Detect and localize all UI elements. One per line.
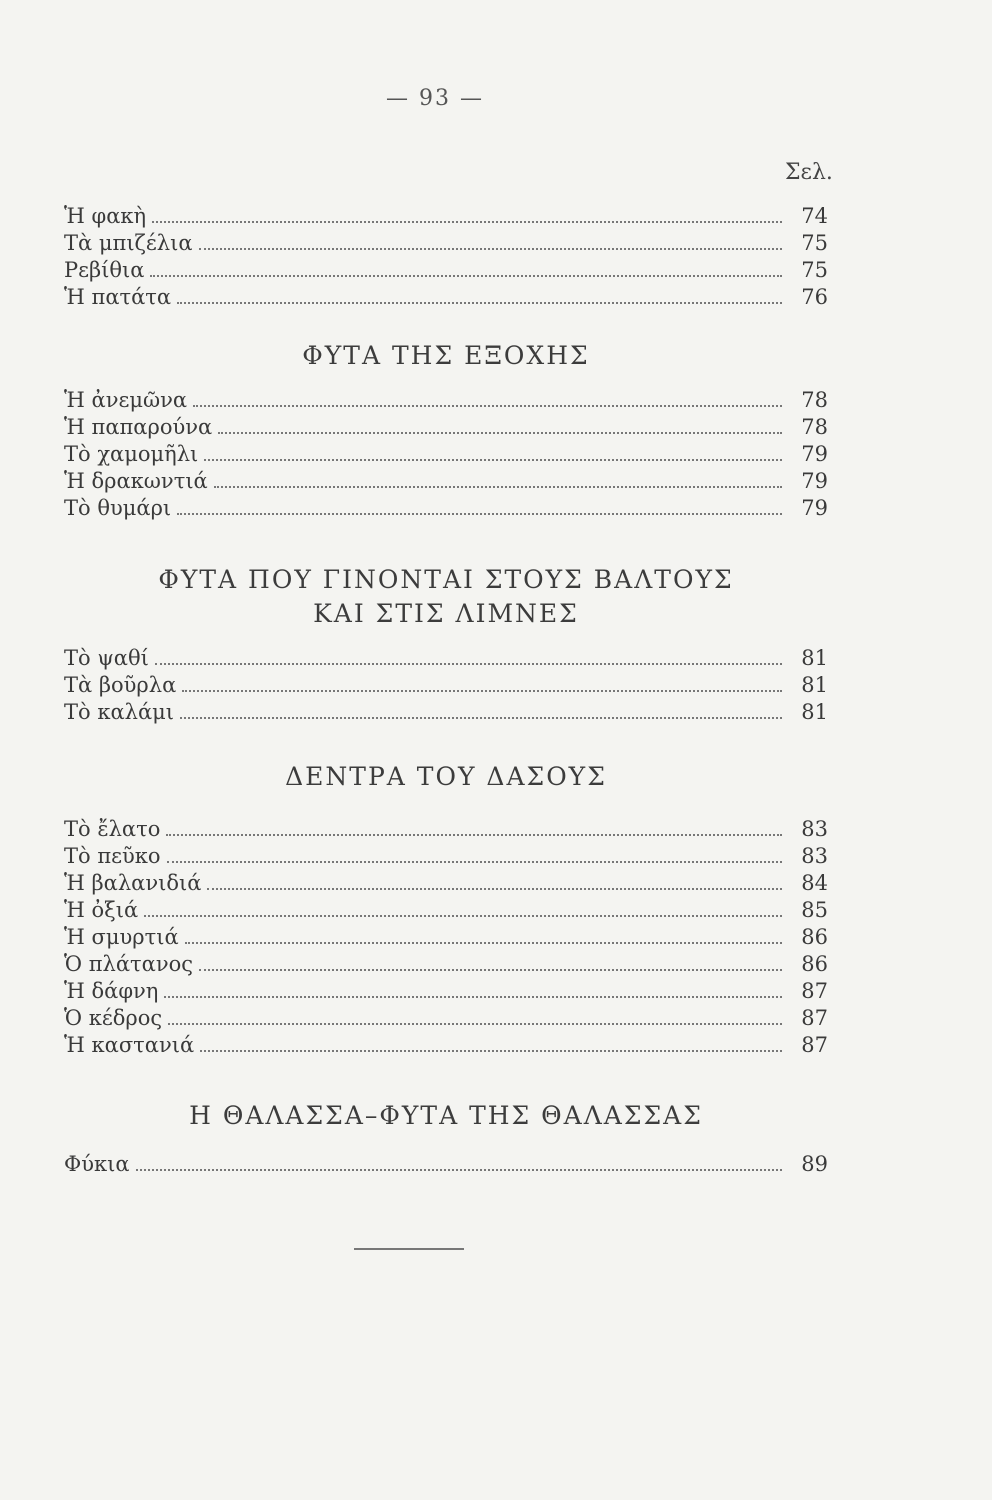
entry-title: Ρεβίθια xyxy=(64,258,145,282)
entry-page: 83 xyxy=(801,817,828,841)
entry-title: Τὸ ἔλατο xyxy=(64,817,161,841)
entry-page: 87 xyxy=(801,1033,828,1057)
toc-entry xyxy=(64,387,828,414)
entry-title: Ἡ παπαρούνα xyxy=(64,415,213,439)
section-heading: ΦΥΤΑ ΠΟΥ ΓΙΝΟΝΤΑΙ ΣΤΟΥΣ ΒΑΛΤΟΥΣ xyxy=(158,565,734,594)
entry-page: 83 xyxy=(801,844,828,868)
entry-page: 74 xyxy=(801,204,828,228)
entry-page: 79 xyxy=(801,442,828,466)
section-heading: ΦΥΤΑ ΤΗΣ ΕΞΟΧΗΣ xyxy=(302,341,590,370)
toc-entry xyxy=(64,468,828,495)
entry-title: Ἡ καστανιά xyxy=(64,1033,195,1057)
dot-leader xyxy=(193,405,782,407)
entry-page: 75 xyxy=(801,258,828,282)
dot-leader xyxy=(218,432,782,434)
entry-page: 81 xyxy=(801,700,828,724)
toc-entry xyxy=(64,1005,828,1032)
dot-leader xyxy=(214,486,782,488)
entry-title: Ἡ δάφνη xyxy=(64,979,159,1003)
entry-page: 87 xyxy=(801,1006,828,1030)
toc-section-sea xyxy=(64,1099,828,1178)
closing-rule xyxy=(354,1248,464,1250)
dot-leader xyxy=(166,834,782,836)
dot-leader xyxy=(180,717,782,719)
entry-page: 78 xyxy=(801,388,828,412)
toc-entry xyxy=(64,978,828,1005)
dot-leader xyxy=(204,459,782,461)
toc-entry xyxy=(64,699,828,726)
dot-leader xyxy=(152,221,782,223)
entry-title: Τὸ θυμάρι xyxy=(64,496,172,520)
entry-title: Ἡ σμυρτιά xyxy=(64,925,179,949)
entry-page: 79 xyxy=(801,469,828,493)
entry-page: 81 xyxy=(801,673,828,697)
entry-title: Τὰ βοῦρλα xyxy=(64,673,177,697)
entry-title: Τὰ μπιζέλια xyxy=(64,231,193,255)
toc-entry xyxy=(64,441,828,468)
toc-entry xyxy=(64,1151,828,1178)
entry-page: 76 xyxy=(801,285,828,309)
toc-entry xyxy=(64,951,828,978)
entry-title: Ἡ δρακωντιά xyxy=(64,469,208,493)
toc-entry xyxy=(64,816,828,843)
toc-entry xyxy=(64,672,828,699)
entry-page: 75 xyxy=(801,231,828,255)
entry-title: Ἡ ἀνεμῶνα xyxy=(64,388,188,412)
dot-leader xyxy=(155,663,782,665)
entry-title: Ἡ φακὴ xyxy=(64,204,147,228)
entry-title: Ὁ πλάτανος xyxy=(64,952,193,976)
entry-title: Ὁ κέδρος xyxy=(64,1006,163,1030)
toc-entry xyxy=(64,414,828,441)
entry-title: Τὸ χαμομῆλι xyxy=(64,442,199,466)
dot-leader xyxy=(144,915,782,917)
dot-leader xyxy=(207,888,782,890)
section-heading: ΔΕΝΤΡΑ ΤΟΥ ΔΑΣΟΥΣ xyxy=(285,762,607,791)
toc-entry xyxy=(64,230,828,257)
entry-page: 89 xyxy=(801,1152,828,1176)
entry-title: Φύκια xyxy=(64,1152,130,1176)
dot-leader xyxy=(182,690,782,692)
entry-page: 81 xyxy=(801,646,828,670)
entry-title: Τὸ πεῦκο xyxy=(64,844,161,868)
entry-page: 86 xyxy=(801,925,828,949)
dot-leader xyxy=(164,996,782,998)
section-heading-line2: ΚΑΙ ΣΤΙΣ ΛΙΜΝΕΣ xyxy=(313,599,579,628)
entry-page: 85 xyxy=(801,898,828,922)
toc-section-legumes xyxy=(64,203,828,311)
page-column-label: Σελ. xyxy=(785,160,833,185)
dot-leader xyxy=(136,1169,782,1171)
dot-leader xyxy=(200,1050,782,1052)
page-number: — 93 — xyxy=(386,86,484,111)
toc-entry xyxy=(64,897,828,924)
entry-page: 84 xyxy=(801,871,828,895)
toc-section-marshes xyxy=(64,563,828,726)
dot-leader xyxy=(199,969,782,971)
toc-entry xyxy=(64,1032,828,1059)
entry-title: Ἡ πατάτα xyxy=(64,285,172,309)
dot-leader xyxy=(150,275,782,277)
toc-entry xyxy=(64,843,828,870)
entry-page: 87 xyxy=(801,979,828,1003)
entry-title: Τὸ καλάμι xyxy=(64,700,175,724)
dot-leader xyxy=(167,861,782,863)
dot-leader xyxy=(177,302,782,304)
entry-title: Ἡ βαλανιδιά xyxy=(64,871,202,895)
toc-entry xyxy=(64,257,828,284)
toc-section-countryside xyxy=(64,339,828,522)
toc-entry xyxy=(64,924,828,951)
dot-leader xyxy=(199,248,782,250)
toc-entry xyxy=(64,645,828,672)
entry-title: Τὸ ψαθί xyxy=(64,646,149,670)
toc-entry xyxy=(64,284,828,311)
toc-entry xyxy=(64,203,828,230)
entry-page: 79 xyxy=(801,496,828,520)
dot-leader xyxy=(168,1023,782,1025)
dot-leader xyxy=(177,513,782,515)
entry-page: 86 xyxy=(801,952,828,976)
toc-entry xyxy=(64,495,828,522)
toc-entry xyxy=(64,870,828,897)
toc-section-forest-trees xyxy=(64,760,828,1059)
entry-page: 78 xyxy=(801,415,828,439)
dot-leader xyxy=(185,942,782,944)
section-heading: Η ΘΑΛΑΣΣΑ–ΦΥΤΑ ΤΗΣ ΘΑΛΑΣΣΑΣ xyxy=(189,1101,703,1130)
entry-title: Ἡ ὀξιά xyxy=(64,898,139,922)
